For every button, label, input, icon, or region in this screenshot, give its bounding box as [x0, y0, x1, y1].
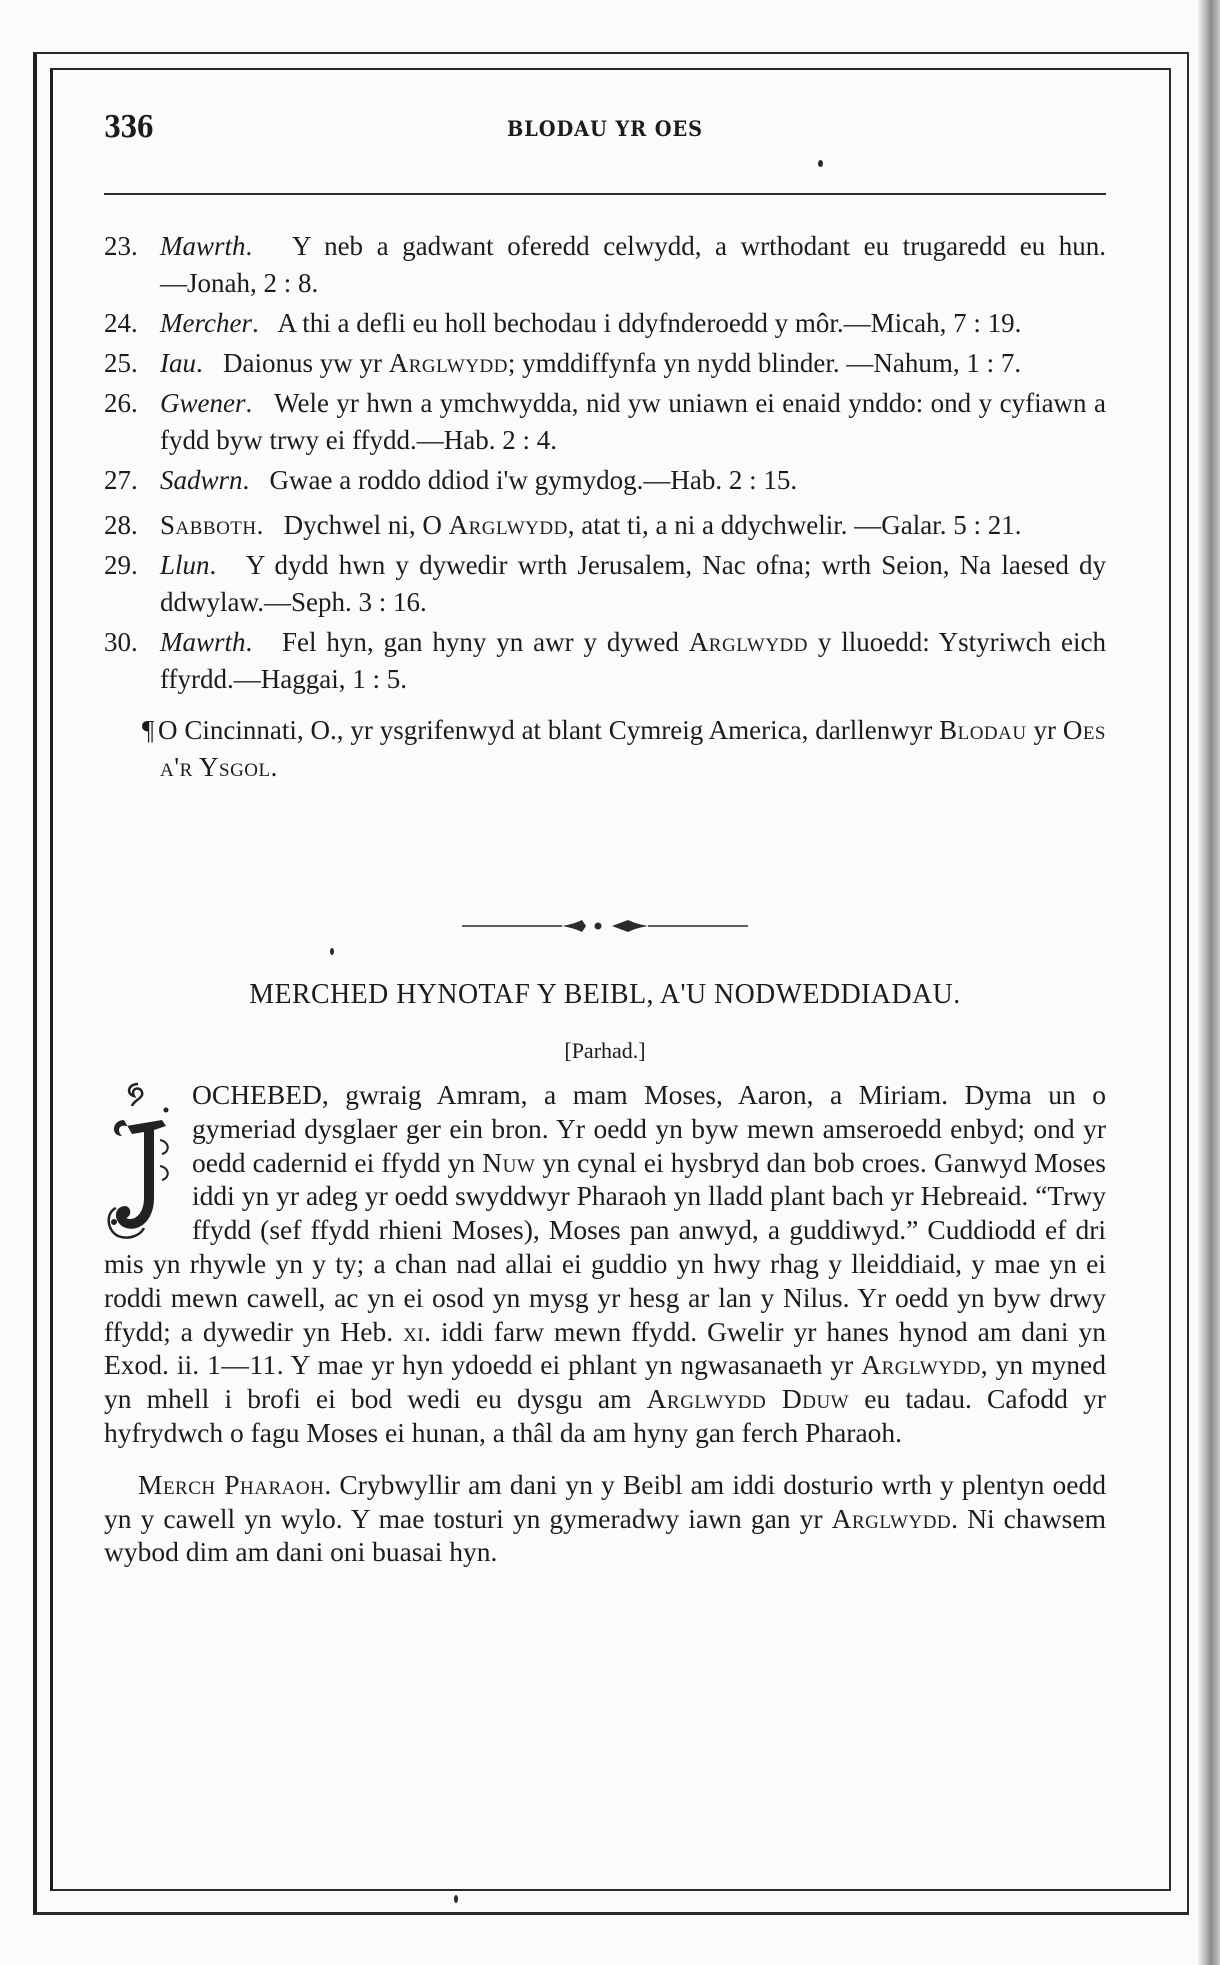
entry-day: Mawrth — [160, 627, 246, 657]
entry-text: Y neb a gadwant oferedd celwydd, a wrthodant eu trugaredd eu hun. — [292, 231, 1107, 261]
paragraph-lead: Merch Pharaoh — [138, 1468, 325, 1500]
entry-number: 24 . — [104, 305, 156, 342]
entry-day: Mawrth — [160, 231, 246, 261]
header-rule — [104, 193, 1106, 195]
entry-reference: —Micah, 7 : 19. — [843, 308, 1022, 338]
publication-name: Blodau — [939, 715, 1027, 745]
entry-number: 25 . — [104, 345, 156, 382]
lord-smallcaps: Arglwydd Dduw — [646, 1383, 850, 1415]
ink-speck — [330, 948, 334, 955]
entry-text: A thi a defli eu holl bechodau i ddyfnderoedd y môr. — [277, 308, 844, 338]
calendar-entry: 30 . Mawrth. Fel hyn, gan hyny yn awr y dywed Arglwydd y lluoedd: Ystyriwch eich ffyrdd.—Haggai, 1 : 5. — [104, 624, 1106, 698]
entry-text: Fel hyn, gan hyny yn awr y dywed — [281, 627, 689, 657]
article-body — [104, 1078, 1106, 1569]
entry-reference: —Haggai, 1 : 5. — [233, 664, 407, 694]
entry-day: Mercher — [160, 308, 252, 338]
lord-smallcaps: Arglwydd — [688, 627, 808, 657]
lord-smallcaps: Arglwydd — [448, 510, 568, 540]
entry-number: 30 . — [104, 624, 156, 661]
entry-number: 28 . — [104, 507, 156, 544]
note-text: yr — [1026, 715, 1063, 745]
paragraph-text: eu tadau. Cafodd yr hyfrydwch o fagu Moses ei hunan, a thâl da am hyny gan ferch Pharaoh. — [104, 1383, 1107, 1448]
calendar-entry: 29 . Llun. Y dydd hwn y dywedir wrth Jerusalem, Nac ofna; wrth Seion, Na laesed dy ddwylaw.—Seph. 3 : 16. — [104, 547, 1106, 621]
entry-text: Y dydd hwn y dywedir wrth Jerusalem, Nac ofna; wrth Seion, Na laesed dy ddwylaw. — [160, 550, 1107, 617]
entry-number: 26 . — [104, 385, 156, 422]
ornamental-dropcap-j — [104, 1080, 184, 1242]
calendar-entry: 28 . Sabboth. Dychwel ni, O Arglwydd, atat ti, a ni a ddychwelir. —Galar. 5 : 21. — [104, 507, 1106, 544]
entry-text: Daionus yw yr — [223, 348, 389, 378]
pilcrow-icon: ¶ — [142, 715, 155, 745]
paragraph-text: . Crybwyllir am dani yn y Beibl am iddi dosturio wrth y plentyn oedd yn y cawell yn wylo. Y mae tosturi yn gymeradwy iawn gan yr — [104, 1468, 1107, 1534]
chapter-numeral: xi — [403, 1315, 425, 1347]
entry-day: Gwener — [160, 388, 246, 418]
calendar-entry: 26 . Gwener. Wele yr hwn a ymchwydda, nid yw uniawn ei enaid ynddo: ond y cyfiawn a fydd byw trwy ei ffydd.—Hab. 2 : 4. — [104, 385, 1106, 459]
entry-number: 23 . — [104, 228, 156, 265]
lord-smallcaps: Arglwydd — [831, 1502, 952, 1534]
entry-text: Gwae a roddo ddiod i'w gymydog. — [269, 465, 644, 495]
entry-number: 27 . — [104, 462, 156, 499]
paragraph-text: yn cynal ei hysbryd dan bob croes. Ganwyd Moses iddi yn yr adeg yr oedd swyddwyr Pharaoh yn lladd plant bach yr Hebreaid. “Trwy ffydd (sef ffydd rhieni Moses), Moses pan anwyd, a guddiwyd.” Cuddiodd ef dri mis yn rhywle yn y ty; a chan nad allai ei guddio yn hwy rhag y lleiddiaid, y mae yn ei roddi mewn cawell, ac yn ei osod yn mysg yr hesg ar lan y Nilus. Yr oedd yn byw drwy ffydd; a dywedir yn Heb. — [104, 1146, 1106, 1347]
ink-speck — [454, 1895, 458, 1903]
running-head — [104, 110, 1106, 150]
lord-smallcaps: Nuw — [482, 1146, 536, 1178]
note-text: . — [270, 752, 278, 782]
lord-smallcaps: Arglwydd — [861, 1349, 981, 1381]
first-word: OCHEBED — [192, 1079, 322, 1110]
daily-verse-calendar — [104, 228, 1106, 786]
ink-speck — [818, 160, 823, 167]
entry-text: , atat ti, a ni a ddychwelir. — [567, 510, 848, 540]
section-divider-ornament — [462, 918, 748, 934]
publication-note — [104, 712, 1106, 786]
entry-reference: —Jonah, 2 : 8. — [160, 268, 319, 298]
entry-day: Sadwrn — [160, 465, 243, 495]
entry-number: 29 . — [104, 547, 156, 584]
entry-day: Sabboth — [160, 510, 257, 540]
publication-name: Oes a'r Ysgol — [160, 715, 1106, 782]
paragraph-text: . iddi farw mewn ffydd. Gwelir yr hanes hynod am dani yn Exod. ii. — [104, 1315, 1107, 1381]
entry-day: Llun — [160, 550, 210, 580]
paragraph-text: , gwraig Amram, a mam Moses, Aaron, a Miriam. Dyma un o gymeriad dysglaer ger ein bron. Yr oedd yn byw mewn amseroedd enbyd; ond yr oedd cadernid ei ffydd yn — [192, 1079, 1106, 1178]
entry-reference: —Hab. 2 : 4. — [416, 425, 557, 455]
entry-reference: —Seph. 3 : 16. — [263, 587, 427, 617]
calendar-entry: 25 . Iau. Daionus yw yr Arglwydd; ymddiffynfa yn nydd blinder. —Nahum, 1 : 7. — [104, 345, 1106, 382]
entry-reference: —Galar. 5 : 21. — [854, 510, 1022, 540]
entry-text: ; ymddiffynfa yn nydd blinder. — [507, 348, 840, 378]
paragraph-text: . Ni chawsem wybod dim am dani oni buasai hyn. — [104, 1502, 1106, 1568]
note-text: O Cincinnati, O., yr ysgrifenwyd at blant Cymreig America, darllenwyr — [158, 715, 940, 745]
entry-text: Wele yr hwn a ymchwydda, nid yw uniawn ei enaid ynddo: ond y cyfiawn a fydd byw trwy ei ffydd. — [160, 388, 1107, 455]
paragraph-jochebed — [104, 1078, 1106, 1450]
book-gutter-shadow — [1198, 0, 1220, 1965]
paragraph-text: , yn myned yn mhell i brofi ei bod wedi eu dysgu am — [104, 1349, 1106, 1415]
paragraph-text: . Y mae yr hyn ydoedd ei phlant yn ngwasanaeth yr — [276, 1349, 862, 1381]
entry-reference: —Hab. 2 : 15. — [643, 465, 798, 495]
calendar-entry: 27 . Sadwrn. Gwae a roddo ddiod i'w gymydog.—Hab. 2 : 15. — [104, 462, 1106, 499]
calendar-entry: 24 . Mercher. A thi a defli eu holl bechodau i ddyfnderoedd y môr.—Micah, 7 : 19. — [104, 305, 1106, 342]
running-title: BLODAU YR OES — [506, 116, 704, 141]
paragraph-merch-pharaoh — [104, 1468, 1106, 1569]
lord-smallcaps: Arglwydd — [388, 348, 508, 378]
calendar-entry: 23 . Mawrth. Y neb a gadwant oferedd celwydd, a wrthodant eu trugaredd eu hun.—Jonah, 2 : 8. — [104, 228, 1106, 302]
entry-text: y lluoedd: Ystyriwch eich ffyrdd. — [160, 627, 1107, 694]
entry-day: Iau — [160, 348, 196, 378]
page-number: 336 — [104, 110, 153, 145]
entry-text: Dychwel ni, O — [283, 510, 449, 540]
article-title: MERCHED HYNOTAF Y BEIBL, A'U NODWEDDIADAU. — [249, 978, 961, 1010]
continued-label: [Parhad.] — [564, 1038, 646, 1063]
entry-reference: —Nahum, 1 : 7. — [846, 348, 1022, 378]
verse-range: 1—11 — [207, 1349, 277, 1381]
